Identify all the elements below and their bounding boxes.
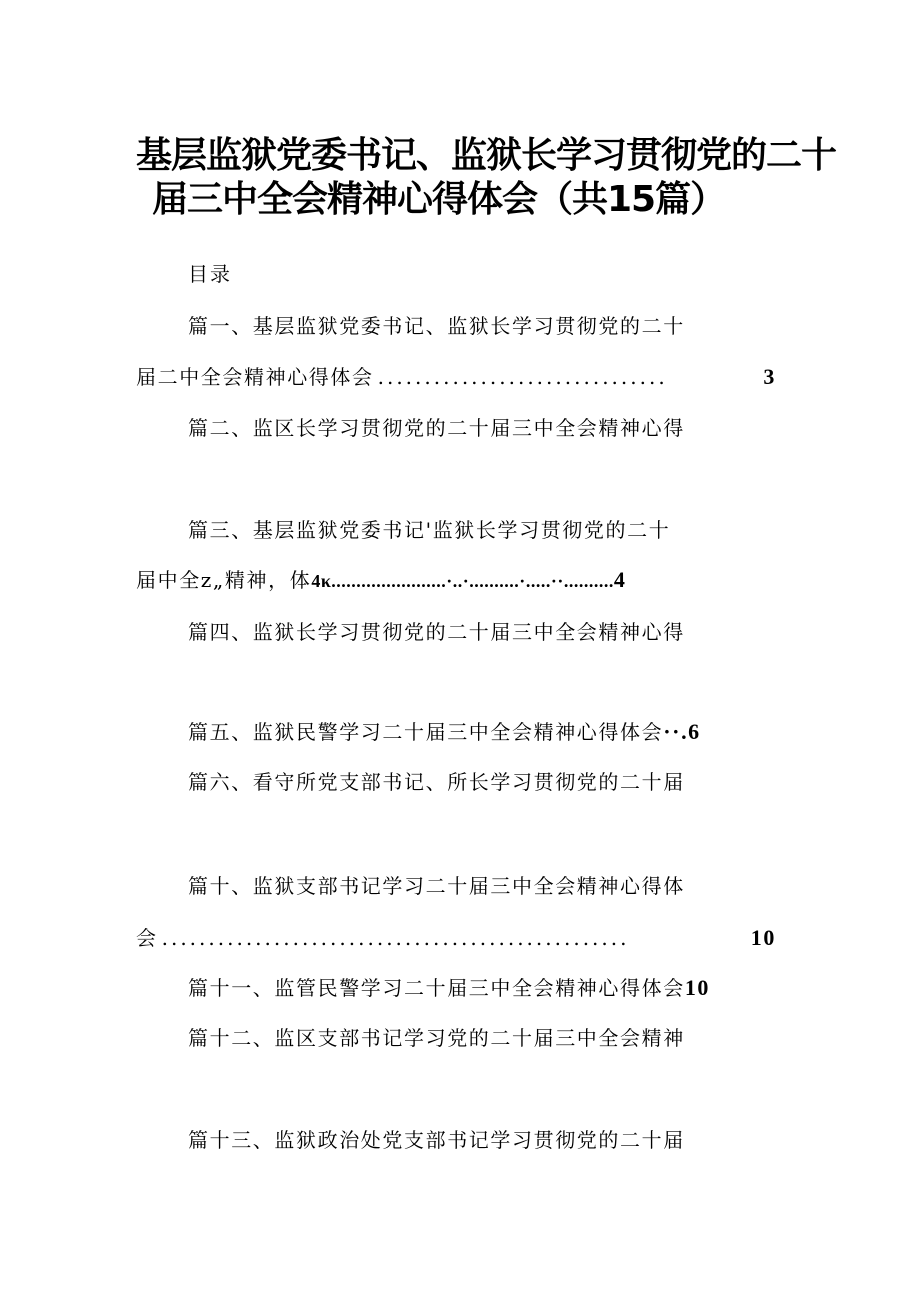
toc-entry-3-line-2: [136, 566, 626, 595]
toc-entry-10: 篇十三、监狱政治处党支部书记学习贯彻党的二十届: [188, 1128, 685, 1152]
toc-entry-1-leader: ...............................: [377, 365, 668, 389]
document-title-line-2: 届三中全会精神心得体会（共15篇）: [152, 179, 726, 220]
toc-entry-1-line-1: 篇一、基层监狱党委书记、监狱长学习贯彻党的二十: [188, 314, 685, 338]
toc-entry-2: 篇二、监区长学习贯彻党的二十届三中全会精神心得: [188, 416, 685, 440]
toc-entry-8: [188, 974, 710, 1002]
toc-entry-7-page: 10: [750, 925, 776, 950]
toc-entry-1-page: 3: [763, 364, 776, 389]
toc-entry-6: 篇六、看守所党支部书记、所长学习贯彻党的二十届: [188, 770, 685, 794]
toc-entry-3-leader: 4κ.......................·..·..........·.....··..........: [311, 571, 614, 591]
toc-entry-7-leader: ..................................................: [161, 926, 630, 950]
toc-entry-1-line-2: [136, 363, 776, 391]
toc-entry-5: [188, 718, 701, 746]
toc-entry-1-text: 届二中全会精神心得体会: [136, 365, 374, 389]
toc-heading: 目录: [188, 262, 232, 286]
toc-entry-7-text: 会: [136, 926, 158, 950]
toc-entry-8-page: 10: [684, 975, 711, 1000]
toc-entry-4: 篇四、监狱长学习贯彻党的二十届三中全会精神心得: [188, 620, 685, 644]
toc-entry-7-line-2: [136, 924, 776, 952]
toc-entry-8-text: 篇十一、监管民警学习二十届三中全会精神心得体会: [188, 976, 685, 1000]
toc-entry-3-line-1: 篇三、基层监狱党委书记'监狱长学习贯彻党的二十: [188, 518, 671, 542]
toc-entry-7-line-1: 篇十、监狱支部书记学习二十届三中全会精神心得体: [188, 874, 685, 898]
toc-entry-5-text: 篇五、监狱民警学习二十届三中全会精神心得体会: [188, 720, 664, 744]
toc-entry-5-page: ··.6: [663, 719, 701, 744]
toc-entry-3-page: 4: [613, 567, 627, 592]
toc-entry-9: 篇十二、监区支部书记学习党的二十届三中全会精神: [188, 1026, 685, 1050]
toc-entry-3-text: 届中全z„精神，体: [136, 568, 312, 592]
document-title-line-1: 基层监狱党委书记、监狱长学习贯彻党的二十: [136, 135, 837, 176]
